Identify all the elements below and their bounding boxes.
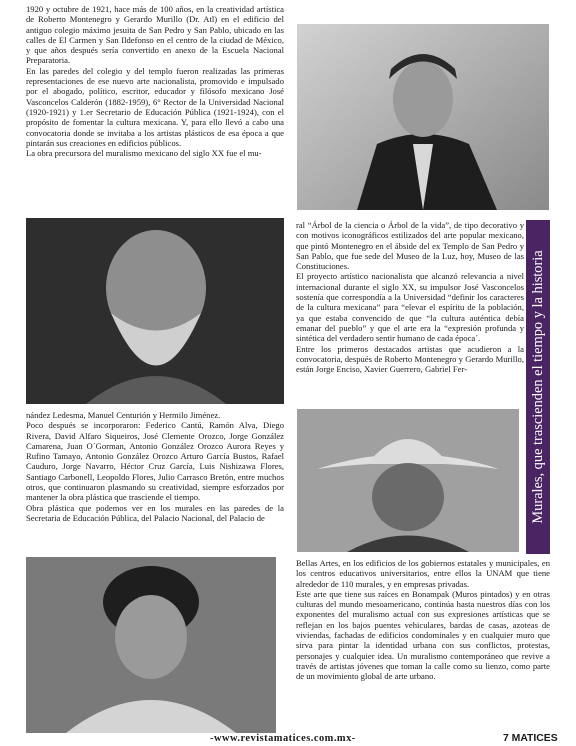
- paragraph: Bellas Artes, en los edificios de los gobiernos estatales y municipales, en los centros educativos universitarios, entre ellos la UNAM que tiene alrededor de 110 murales, y en empresas privadas.: [296, 558, 550, 589]
- photo-portrait-man-hat: [297, 409, 519, 552]
- photo-portrait-man-suit: [297, 24, 549, 210]
- side-title: Murales, que trascienden el tiempo y la historia: [530, 250, 546, 524]
- article-column-1-top: [26, 4, 284, 158]
- paragraph: nández Ledesma, Manuel Centurión y Hermilo Jiménez.: [26, 410, 221, 420]
- footer-page-number: 7 MATICES: [503, 733, 558, 744]
- footer-website: -www.revistamatices.com.mx-: [210, 733, 356, 744]
- paragraph: En las paredes del colegio y del templo fueron realizadas las primeras representaciones de ese nuevo arte nacionalista, promovido e impulsado por el abogado, político, escritor, educador y filósofo mexicano José Vasconcelos Calderón (1882-1959), 6° Rector de la Universidad Nacional (1920-1921) y 1.er Secretario de Educación Pública (1921-1924), con el propósito de fomentar la cultura mexicana. Y, para ello llevó a cabo una convocatoria donde se invitaba a los artistas plásticos de esa época a que pintarán sus creaciones en edificios públicos.: [26, 65, 284, 148]
- paragraph: Poco después se incorporaron: Federico Cantú, Ramón Alva, Diego Rivera, David Alfaro Siqueiros, José Clemente Orozco, Jorge González Camarena, Juan O´Gorman, Antonio González Orozco Aurora Reyes y Rufino Tamayo, Antonio González Orozco Arturo García Bustos, Rafael Cauduro, Jorge Navarro, Héctor Cruz García, Luis Nishizawa Flores, Santiago Carbonell, Leopoldo Flores, Julio Carrasco Bretón, entre muchos otros, que continuaron plasmando su creatividad, siempre esforzados por mantener la obra plástica que trasciende el tiempo.: [26, 420, 284, 503]
- article-column-1-mid: [26, 410, 284, 523]
- photo-portrait-bearded-man: [26, 218, 284, 404]
- paragraph: Este arte que tiene sus raíces en Bonampak (Muros pintados) y en otras culturas del mundo mesoamericano, continúa hasta nuestros días con los exponentes del muralismo actual con sus expresiones artísticas que se reflejan en los bajos puentes vehiculares, bardas de casas, azoteas de viviendas, fachadas de edificios condominales y en cualquier muro que sirva para pintar la identidad urbana con sus conflictos, protestas, personajes y cualquier idea. Un muralismo contemporáneo que revive a través de artistas jóvenes que toman la calle como su lienzo, como parte de un movimiento global de arte urbano.: [296, 588, 550, 682]
- article-column-2-mid: [296, 220, 524, 374]
- paragraph: ral “Árbol de la ciencia o Árbol de la vida”, de tipo decorativo y con motivos iconográficos estilizados del arte popular mexicano, que pintó Montenegro en el ábside del ex Templo de San Pedro y San Pablo, que fue sede del Museo de la Luz, hoy, Museo de las Constituciones.: [296, 220, 524, 272]
- paragraph: La obra precursora del muralismo mexicano del siglo XX fue el mu-: [26, 148, 262, 159]
- paragraph: Obra plástica que podemos ver en los murales en las paredes de la Secretaria de Educación Pública, del Palacio Nacional, del Palacio de: [26, 502, 284, 523]
- photo-portrait-curly-hair-man: [26, 557, 276, 733]
- paragraph: Entre los primeros destacados artistas que acudieron a la convocatoria, después de Roberto Montenegro y Gerardo Murillo, están Jorge Enciso, Xavier Guerrero, Gabriel Fer-: [296, 343, 524, 375]
- paragraph: 1920 y octubre de 1921, hace más de 100 años, en la creatividad artística de Roberto Montenegro y Gerardo Murillo (Dr. Atl) en el edificio del antiguo colegio máximo jesuita de San Pedro y San Pablo, ubicado en las calles de El Carmen y San Ildefonso en el centro de la ciudad de México, y que años después sería convertido en anexo de la Escuela Nacional Preparatoria.: [26, 4, 284, 66]
- article-column-2-bottom: [296, 558, 550, 682]
- paragraph: El proyecto artístico nacionalista que alcanzó relevancia a nivel internacional durante el siglo XX, su impulsor José Vasconcelos sostenía que correspondía a la Universidad “definir los caracteres de la cultura mexicana” para “elevar el espíritu de la población, ya que estaba convencido de que “la cultura auténtica debía emanar del pueblo” y que el arte era la “expresión profunda y sintética del verdadero sentir humano de cada época´.: [296, 271, 524, 344]
